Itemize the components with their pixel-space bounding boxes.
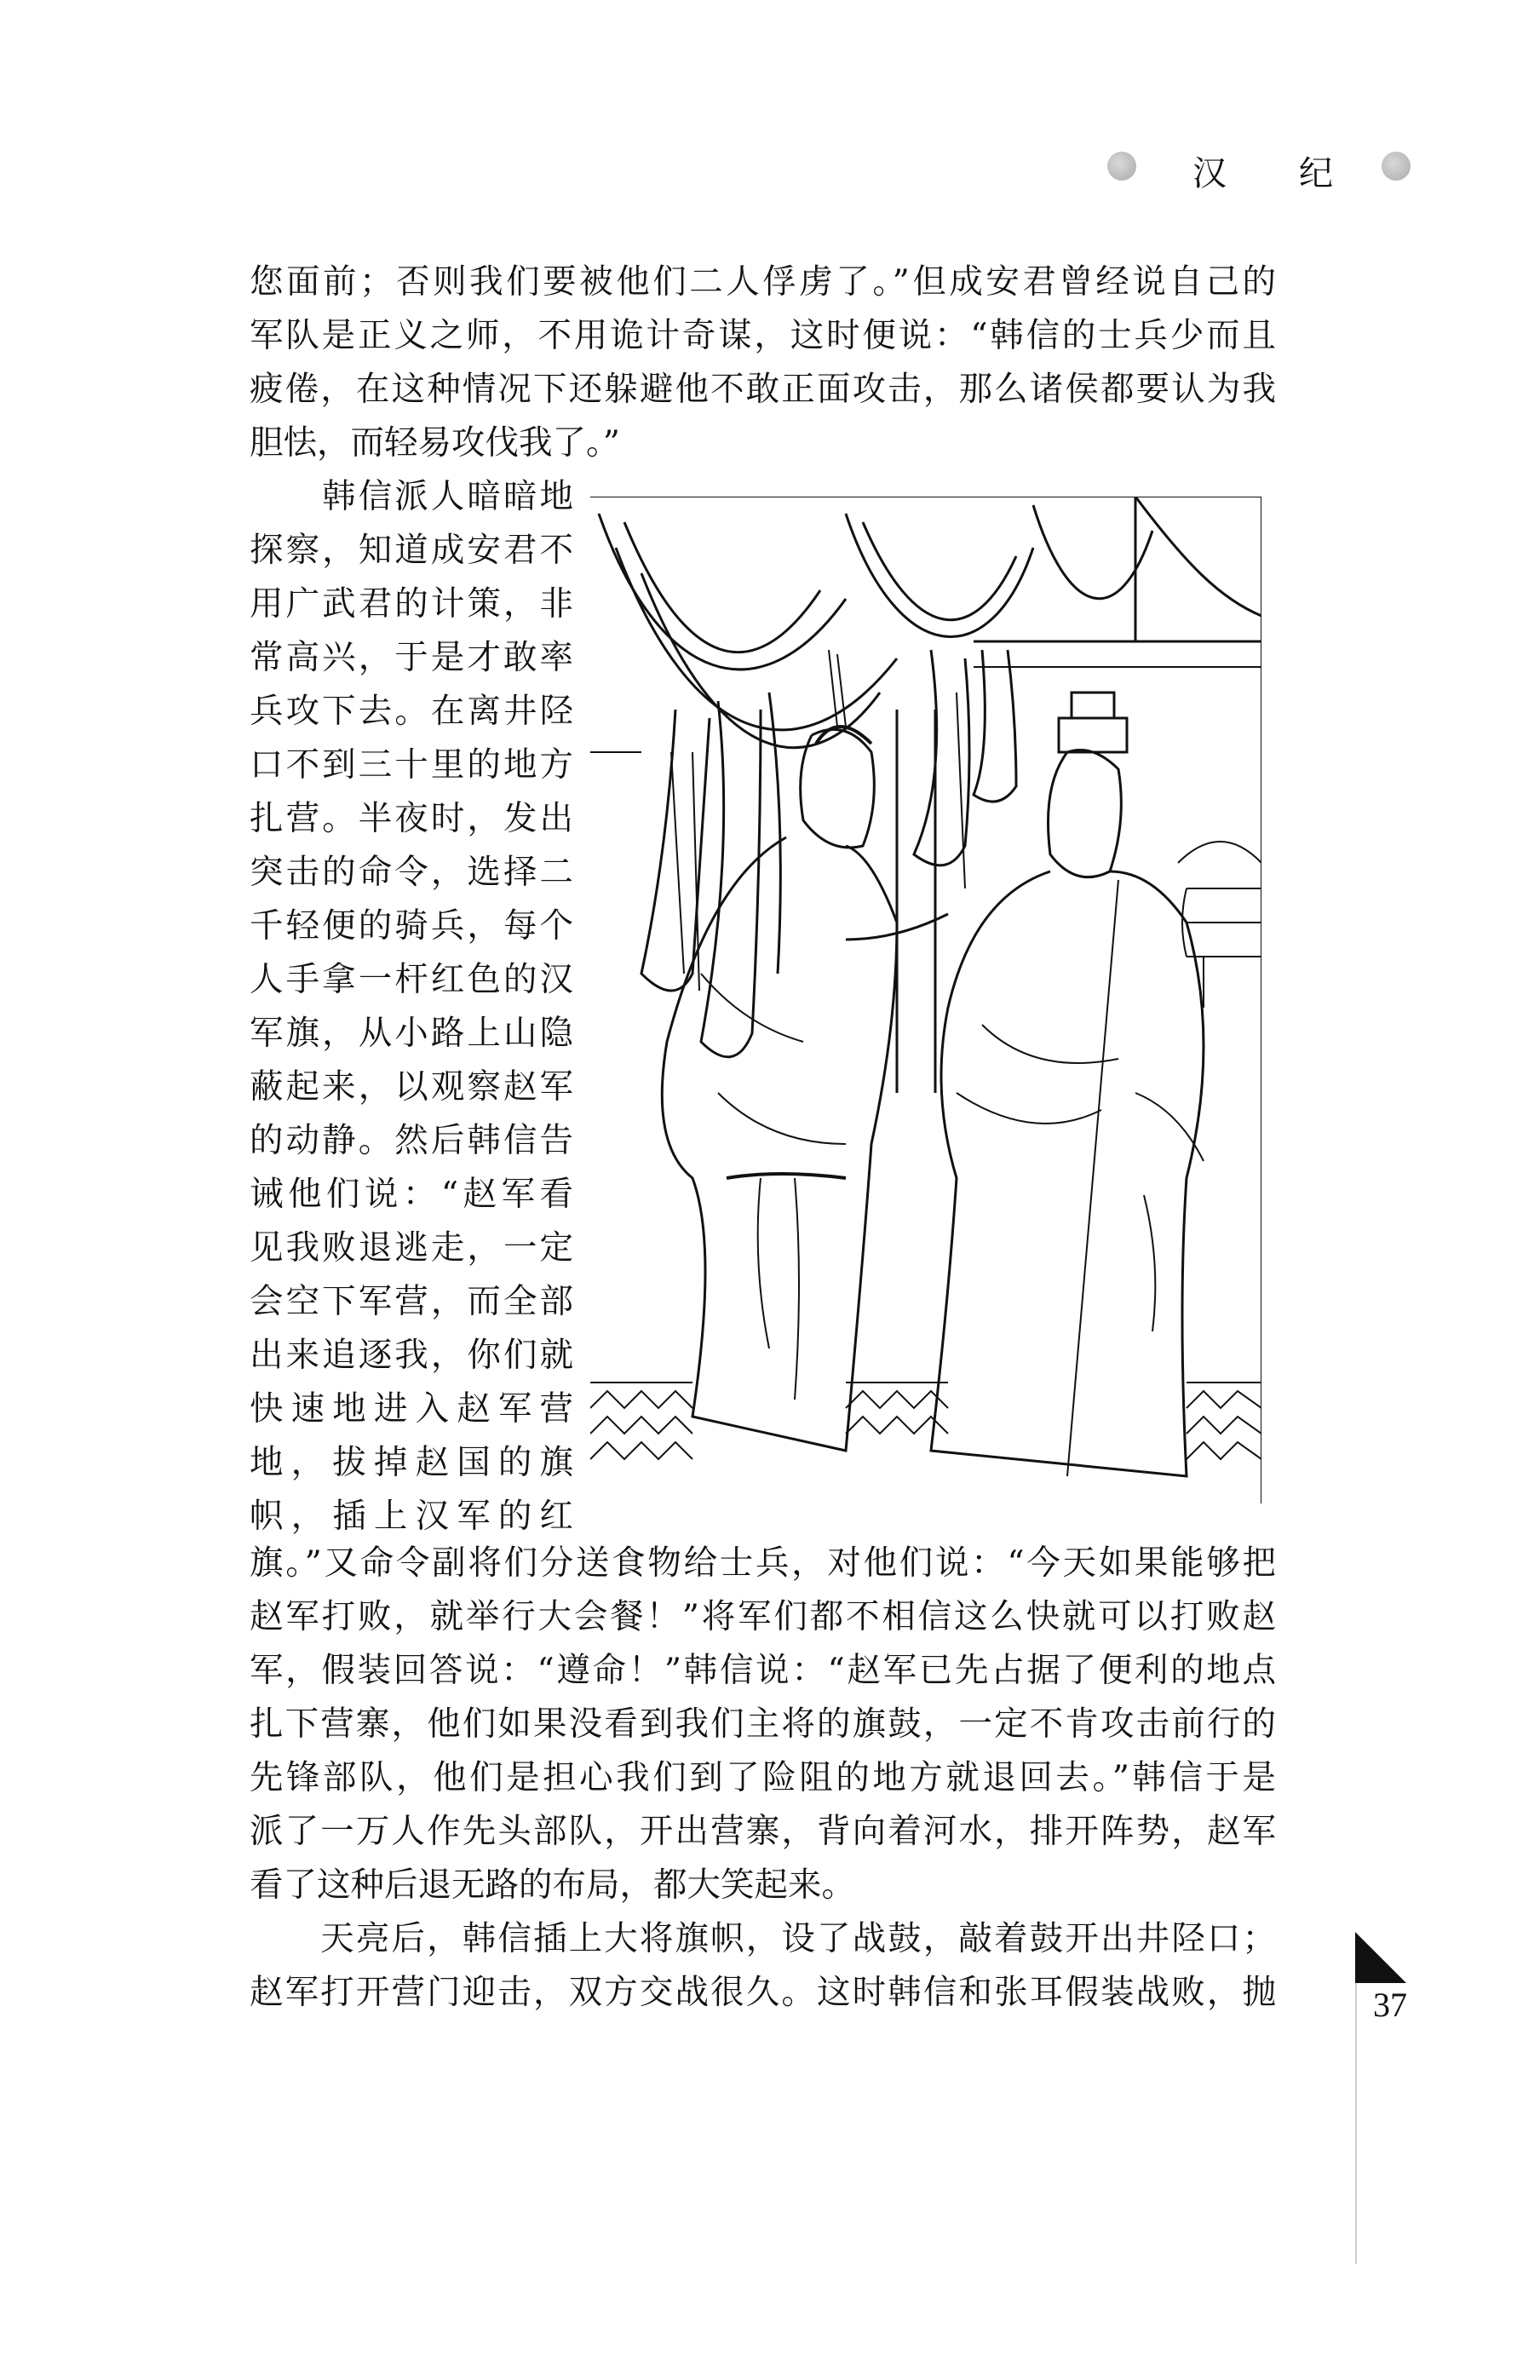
wrapped-text-column: [250, 470, 573, 1544]
text-line: 疲倦，在这种情况下还躲避他不敢正面攻击，那么诸侯都要认为我: [250, 370, 1276, 409]
text-line: 军旗，从小路上山隐: [250, 1014, 573, 1053]
text-line: 帜，插上汉军的红: [250, 1497, 573, 1536]
text-line: 口不到三十里的地方: [250, 745, 573, 785]
text-line: 千轻便的骑兵，每个: [250, 906, 573, 946]
text-line: 扎下营寨，他们如果没看到我们主将的旗鼓，一定不肯攻击前行的: [250, 1705, 1276, 1744]
illustration-two-figures: [590, 497, 1261, 1503]
text-line: 兵攻下去。在离井陉: [250, 692, 573, 731]
text-line: 赵军打败，就举行大会餐！”将军们都不相信这么快就可以打败赵: [250, 1597, 1276, 1636]
text-line: 军，假装回答说：“遵命！”韩信说：“赵军已先占据了便利的地点: [250, 1651, 1276, 1690]
text-line: 快速地进入赵军营: [250, 1389, 573, 1429]
text-line: 您面前；否则我们要被他们二人俘虏了。”但成安君曾经说自己的: [250, 262, 1276, 302]
text-line: 派了一万人作先头部队，开出营寨，背向着河水，排开阵势，赵军: [250, 1812, 1276, 1851]
text-line: 诫他们说：“赵军看: [250, 1175, 573, 1214]
header-dot-right: [1382, 152, 1411, 181]
header-dot-left: [1107, 152, 1136, 181]
text-line: 旗。”又命令副将们分送食物给士兵，对他们说：“今天如果能够把: [250, 1544, 1276, 1583]
page-number: 37: [1373, 1986, 1407, 2024]
top-paragraph: [250, 256, 1276, 470]
text-line: 用广武君的计策，非: [250, 584, 573, 624]
text-line: 天亮后，韩信插上大将旗帜，设了战鼓，敲着鼓开出井陉口；: [250, 1919, 1276, 1958]
text-line: 扎营。半夜时，发出: [250, 799, 573, 838]
text-line: 探察，知道成安君不: [250, 531, 573, 570]
text-line: 会空下军营，而全部: [250, 1282, 573, 1321]
text-line: 看了这种后退无路的布局，都大笑起来。: [250, 1865, 855, 1905]
text-line: 人手拿一杆红色的汉: [250, 960, 573, 999]
text-line: 的动静。然后韩信告: [250, 1121, 573, 1160]
text-line: 常高兴，于是才敢率: [250, 638, 573, 677]
page-corner-marker: [1355, 1932, 1406, 1983]
margin-rule: [1355, 1983, 1357, 2264]
header-title-char-2: 纪: [1299, 154, 1333, 193]
header-title-char-1: 汉: [1192, 154, 1227, 193]
text-line: 蔽起来，以观察赵军: [250, 1067, 573, 1107]
text-line: 出来追逐我，你们就: [250, 1336, 573, 1375]
text-line: 赵军打开营门迎击，双方交战很久。这时韩信和张耳假装战败，抛: [250, 1973, 1276, 2012]
text-line: 见我败退逃走，一定: [250, 1228, 573, 1268]
text-line: 军队是正义之师，不用诡计奇谋，这时便说：“韩信的士兵少而且: [250, 316, 1276, 355]
running-header: [1107, 152, 1422, 194]
text-line: 韩信派人暗暗地: [250, 477, 573, 516]
bottom-paragraph: [250, 1537, 1276, 1912]
last-paragraph: [250, 1912, 1276, 2020]
text-line: 先锋部队，他们是担心我们到了险阻的地方就退回去。”韩信于是: [250, 1758, 1276, 1797]
text-line: 地，拔掉赵国的旗: [250, 1443, 573, 1482]
text-line: 胆怯，而轻易攻伐我了。”: [250, 423, 620, 463]
text-line: 突击的命令，选择二: [250, 853, 573, 892]
